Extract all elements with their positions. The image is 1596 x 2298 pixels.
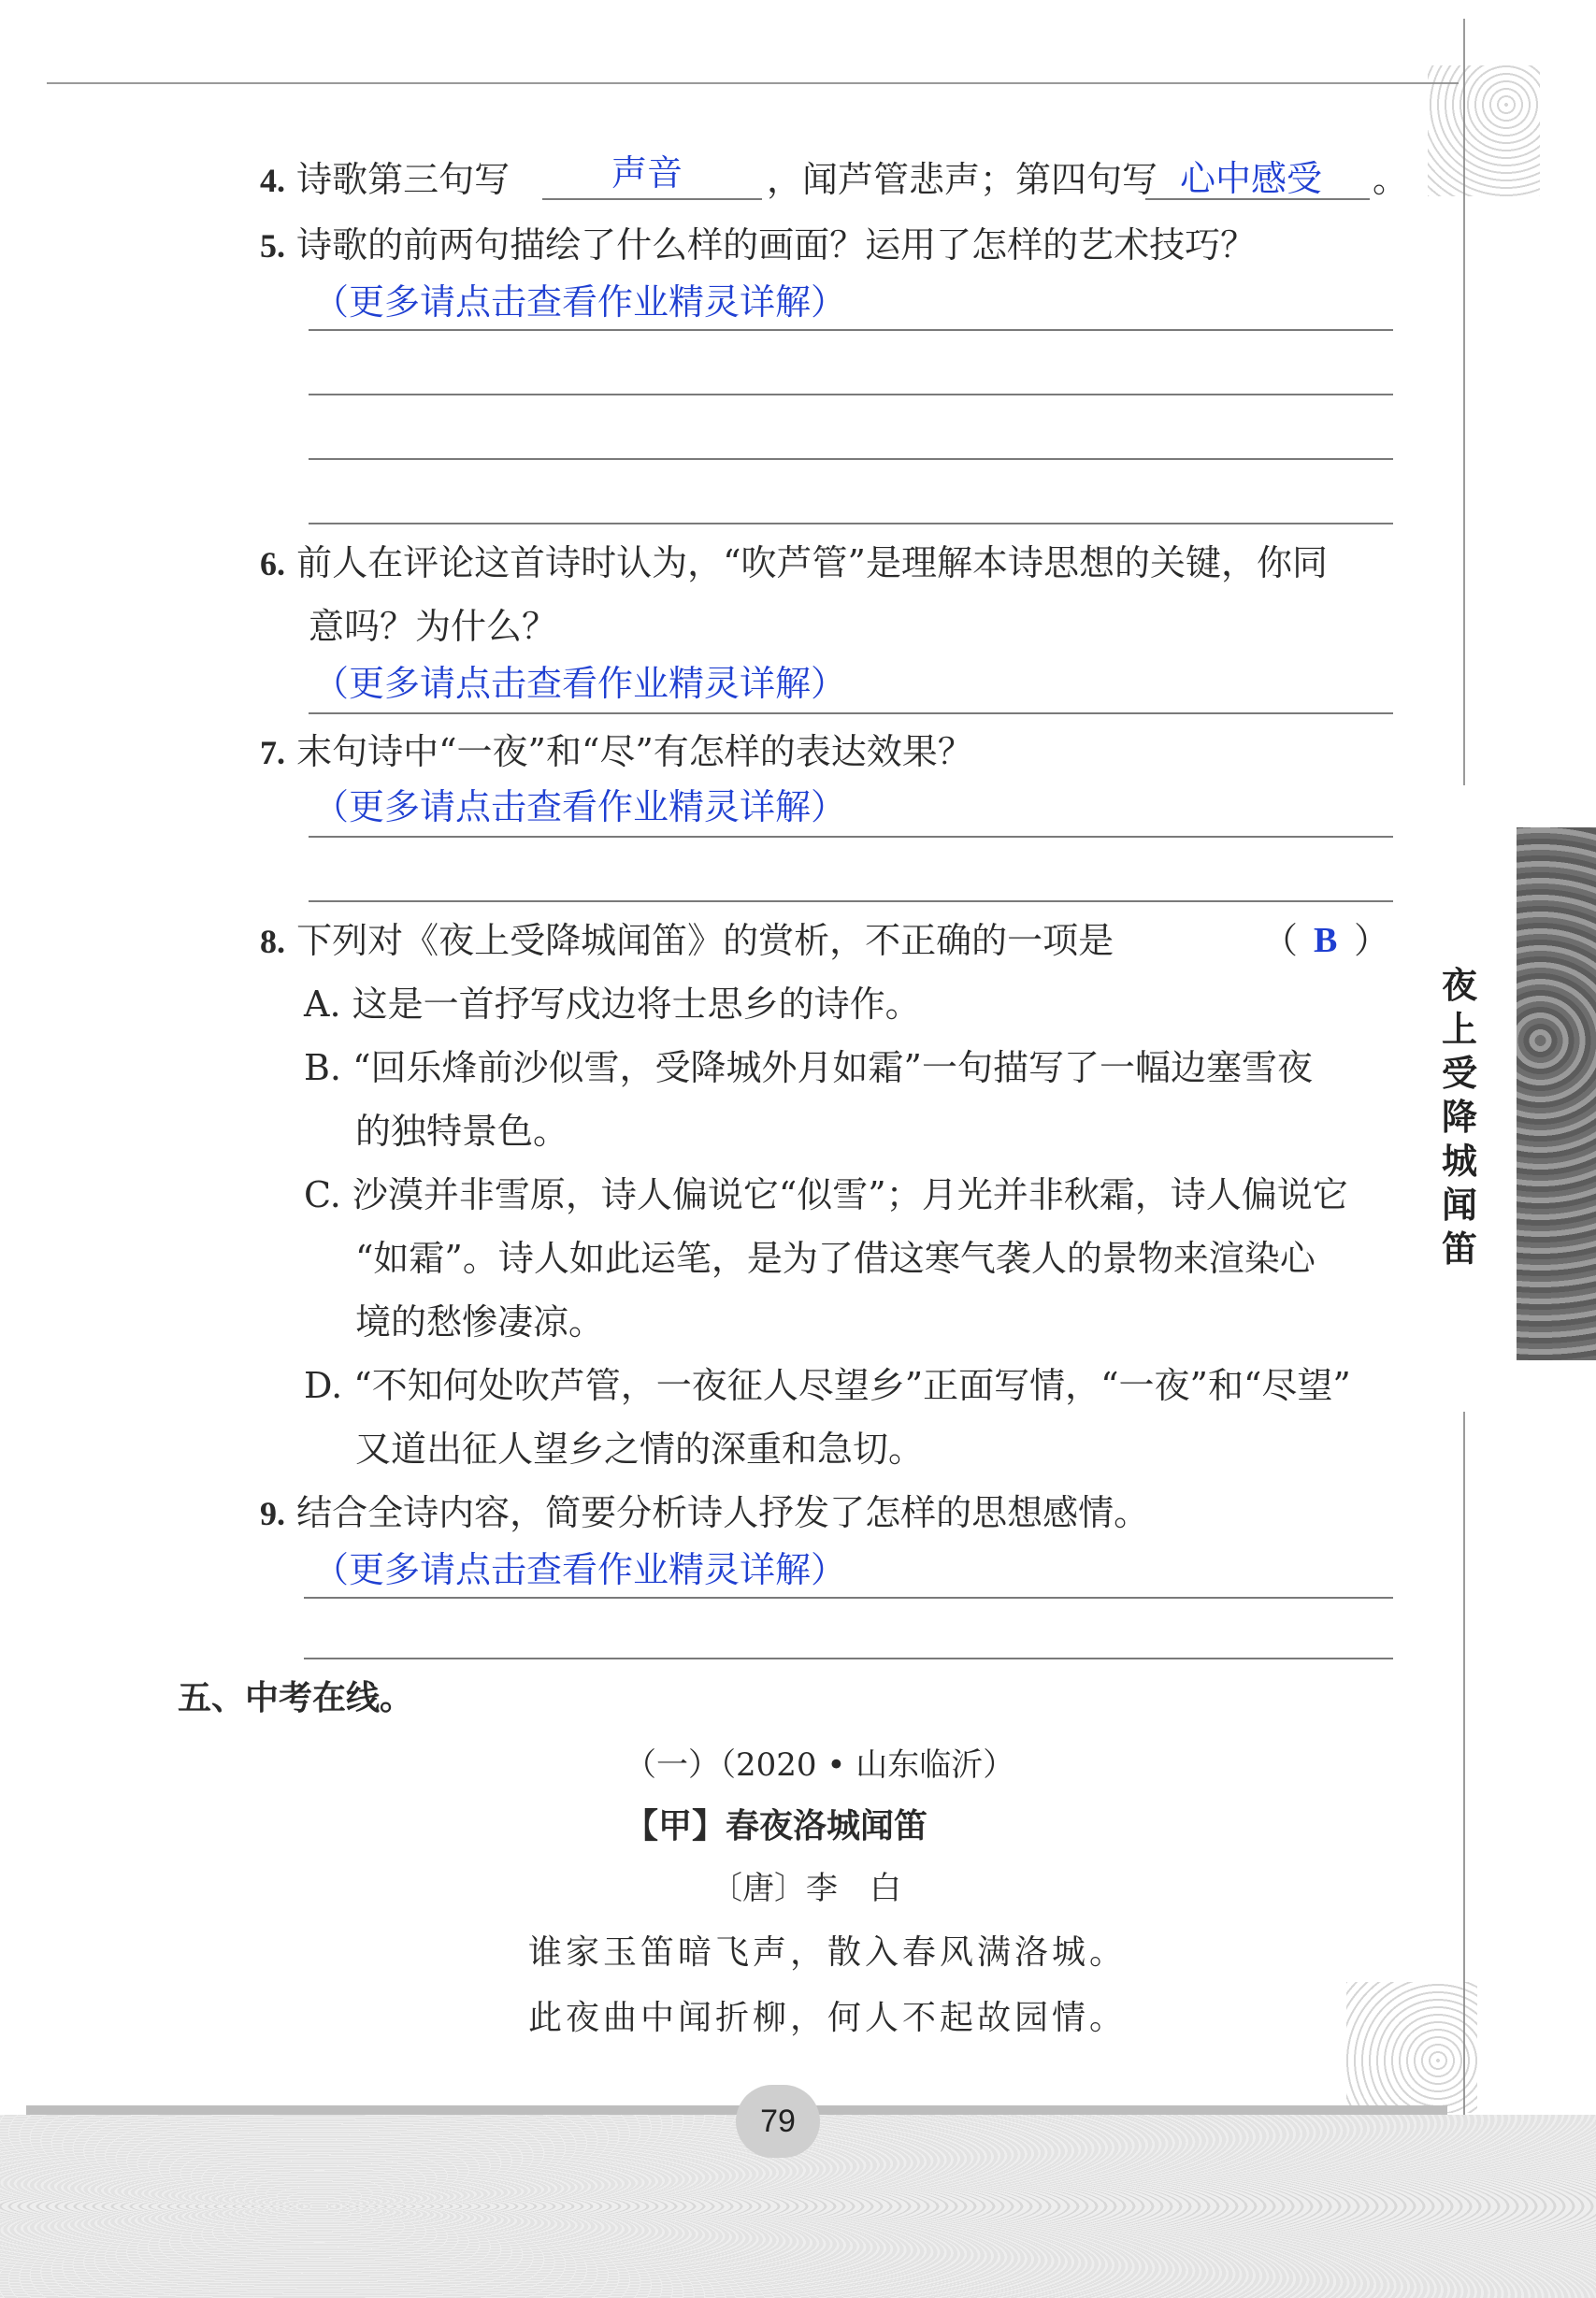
q8 bbox=[260, 918, 1114, 964]
q7-number: 7. bbox=[260, 734, 285, 771]
q4 bbox=[260, 157, 510, 203]
passage-author: 〔唐〕李 白 bbox=[711, 1870, 901, 1907]
q8-option-c-line1: C. 沙漠并非雪原，诗人偏说它“似雪”；月光并非秋霜，诗人偏说它 bbox=[304, 1174, 1348, 1215]
q4-number: 4. bbox=[260, 162, 285, 199]
section-heading: 五、中考在线。 bbox=[178, 1679, 414, 1717]
q6-text-line2: 意吗？为什么？ bbox=[309, 606, 558, 647]
q8-paren-close: ） bbox=[1354, 920, 1390, 961]
q8-paren-open: （ bbox=[1262, 920, 1299, 961]
passage-source: （一）（2020 • 山东临沂） bbox=[625, 1746, 1015, 1784]
q8-answer: B bbox=[1314, 921, 1338, 960]
q5 bbox=[260, 223, 1256, 268]
q9-answer: （更多请点击查看作业精灵详解） bbox=[313, 1549, 847, 1590]
q8-option-c-line3: 境的愁惨凄凉。 bbox=[355, 1301, 605, 1343]
q8-option-d-line2: 又道出征人望乡之情的深重和急切。 bbox=[355, 1429, 925, 1470]
q4-end: 。 bbox=[1373, 159, 1409, 200]
q7-text: 末句诗中“一夜”和“尽”有怎样的表达效果？ bbox=[296, 731, 973, 772]
q8-number: 8. bbox=[260, 923, 285, 960]
q7 bbox=[260, 729, 973, 775]
q8-text: 下列对《夜上受降城闻笛》的赏析，不正确的一项是 bbox=[296, 920, 1114, 961]
q8-option-b-line1: B. “回乐烽前沙似雪，受降城外月如霜”一句描写了一幅边塞雪夜 bbox=[304, 1047, 1313, 1088]
poem-line-1: 谁家玉笛暗飞声，散入春风满洛城。 bbox=[528, 1933, 1128, 1972]
q4-text-a: 诗歌第三句写 bbox=[296, 159, 510, 200]
q4-answer-b: 心中感受 bbox=[1180, 158, 1323, 199]
q4-text-b: ，闻芦管悲声；第四句写 bbox=[767, 159, 1158, 200]
q7-answer-line-1 bbox=[309, 836, 1393, 838]
q9-answer-line-1 bbox=[304, 1597, 1393, 1599]
q5-answer-line-1 bbox=[309, 329, 1393, 331]
q6-text-line1: 前人在评论这首诗时认为，“吹芦管”是理解本诗思想的关键，你同 bbox=[296, 542, 1328, 583]
q9 bbox=[260, 1490, 1149, 1536]
q7-answer: （更多请点击查看作业精灵详解） bbox=[313, 786, 847, 827]
q9-number: 9. bbox=[260, 1495, 285, 1532]
q4-answer-a: 声音 bbox=[611, 152, 683, 194]
q9-answer-line-2 bbox=[304, 1658, 1393, 1659]
q6-answer-line bbox=[309, 712, 1393, 714]
q5-text: 诗歌的前两句描绘了什么样的画面？运用了怎样的艺术技巧？ bbox=[296, 224, 1257, 266]
passage-title: 【甲】春夜洛城闻笛 bbox=[625, 1807, 928, 1846]
q7-answer-line-2 bbox=[309, 900, 1393, 902]
q4-blank-a bbox=[542, 198, 762, 200]
top-rule bbox=[47, 82, 1459, 84]
corner-ornament-bottom bbox=[1346, 1982, 1477, 2113]
q6 bbox=[260, 540, 1328, 586]
corner-ornament bbox=[1428, 65, 1540, 196]
poem-line-2: 此夜曲中闻折柳，何人不起故园情。 bbox=[528, 1999, 1128, 2037]
q5-answer: （更多请点击查看作业精灵详解） bbox=[313, 281, 847, 323]
page-number: 79 bbox=[736, 2085, 820, 2158]
q8-option-d-line1: D. “不知何处吹芦管，一夜征人尽望乡”正面写情，“一夜”和“尽望” bbox=[304, 1365, 1351, 1406]
q6-number: 6. bbox=[260, 545, 285, 582]
q5-number: 5. bbox=[260, 227, 285, 265]
q8-option-b-line2: 的独特景色。 bbox=[355, 1111, 569, 1152]
q5-answer-line-4 bbox=[309, 523, 1393, 524]
q8-option-c-line2: “如霜”。诗人如此运笔，是为了借这寒气袭人的景物来渲染心 bbox=[355, 1238, 1316, 1279]
q5-answer-line-2 bbox=[309, 394, 1393, 395]
q5-answer-line-3 bbox=[309, 458, 1393, 460]
q9-text: 结合全诗内容，简要分析诗人抒发了怎样的思想感情。 bbox=[296, 1492, 1150, 1533]
q6-answer: （更多请点击查看作业精灵详解） bbox=[313, 663, 847, 704]
side-tab-label: 夜上受降城闻笛 bbox=[1441, 964, 1477, 1270]
q8-option-a: A. 这是一首抒写戍边将士思乡的诗作。 bbox=[304, 984, 921, 1025]
side-tab-ornament bbox=[1517, 827, 1596, 1360]
